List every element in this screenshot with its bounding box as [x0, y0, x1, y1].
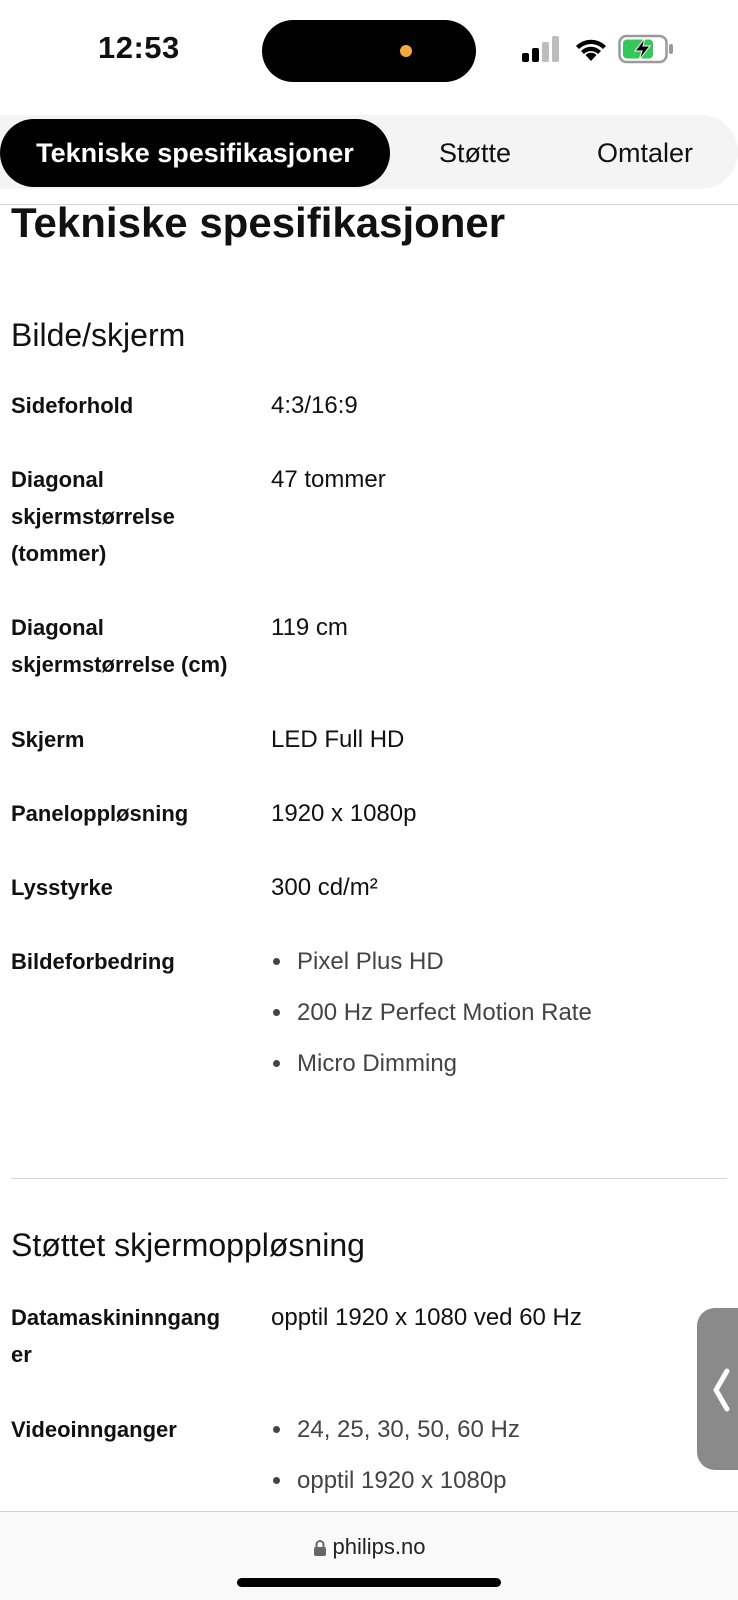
spec-value: 1920 x 1080p	[271, 800, 417, 827]
spec-value-list	[271, 1411, 721, 1513]
spec-value: 300 cd/m²	[271, 874, 378, 901]
list-item: Micro Dimming	[271, 1045, 721, 1096]
home-indicator[interactable]	[237, 1578, 501, 1587]
spec-label: Bildeforbedring	[11, 949, 175, 974]
status-time: 12:53	[98, 30, 180, 65]
dynamic-island	[262, 20, 476, 82]
tab-support[interactable]: Støtte	[438, 137, 512, 168]
spec-label: Paneloppløsning	[11, 801, 189, 826]
cellular-signal-icon	[522, 36, 562, 62]
spec-value: 119 cm	[271, 614, 348, 641]
side-drawer-handle[interactable]	[697, 1308, 738, 1470]
spec-label: Datamaskininngang er	[11, 1305, 221, 1367]
spec-label: Skjerm	[11, 727, 85, 752]
list-item: 24, 25, 30, 50, 60 Hz	[271, 1411, 721, 1462]
spec-value: 4:3/16:9	[271, 392, 358, 419]
chevron-left-icon	[711, 1368, 731, 1412]
wifi-icon	[574, 36, 608, 62]
browser-bottom-bar	[0, 1511, 738, 1600]
list-item: Pixel Plus HD	[271, 943, 721, 994]
status-bar	[0, 0, 738, 104]
section-tabs	[0, 115, 738, 189]
address-bar[interactable]	[0, 1534, 738, 1560]
section-title-picture: Bilde/skjerm	[11, 317, 186, 353]
lock-icon	[313, 1539, 327, 1557]
battery-charging-icon	[618, 34, 674, 64]
tab-reviews[interactable]: Omtaler	[596, 137, 694, 168]
spec-value: 47 tommer	[271, 466, 386, 493]
list-item: 200 Hz Perfect Motion Rate	[271, 994, 721, 1045]
spec-label: Sideforhold	[11, 393, 134, 418]
spec-label: Diagonal skjermstørrelse (cm)	[11, 615, 228, 677]
spec-value: opptil 1920 x 1080 ved 60 Hz	[271, 1304, 582, 1331]
privacy-indicator-dot	[400, 45, 412, 57]
page-title: Tekniske spesifikasjoner	[11, 199, 506, 246]
spec-value-list	[271, 943, 721, 1096]
url-text: philips.no	[332, 1534, 426, 1559]
section-title-resolution: Støttet skjermoppløsning	[11, 1227, 365, 1263]
list-item: opptil 1920 x 1080p	[271, 1462, 721, 1513]
spec-value: LED Full HD	[271, 726, 405, 753]
section-divider	[11, 1178, 727, 1179]
spec-label: Diagonal skjermstørrelse (tommer)	[11, 467, 175, 566]
spec-label: Lysstyrke	[11, 875, 113, 900]
spec-label: Videoinnganger	[11, 1417, 177, 1442]
tab-technical-specs[interactable]: Tekniske spesifikasjoner	[0, 119, 390, 187]
